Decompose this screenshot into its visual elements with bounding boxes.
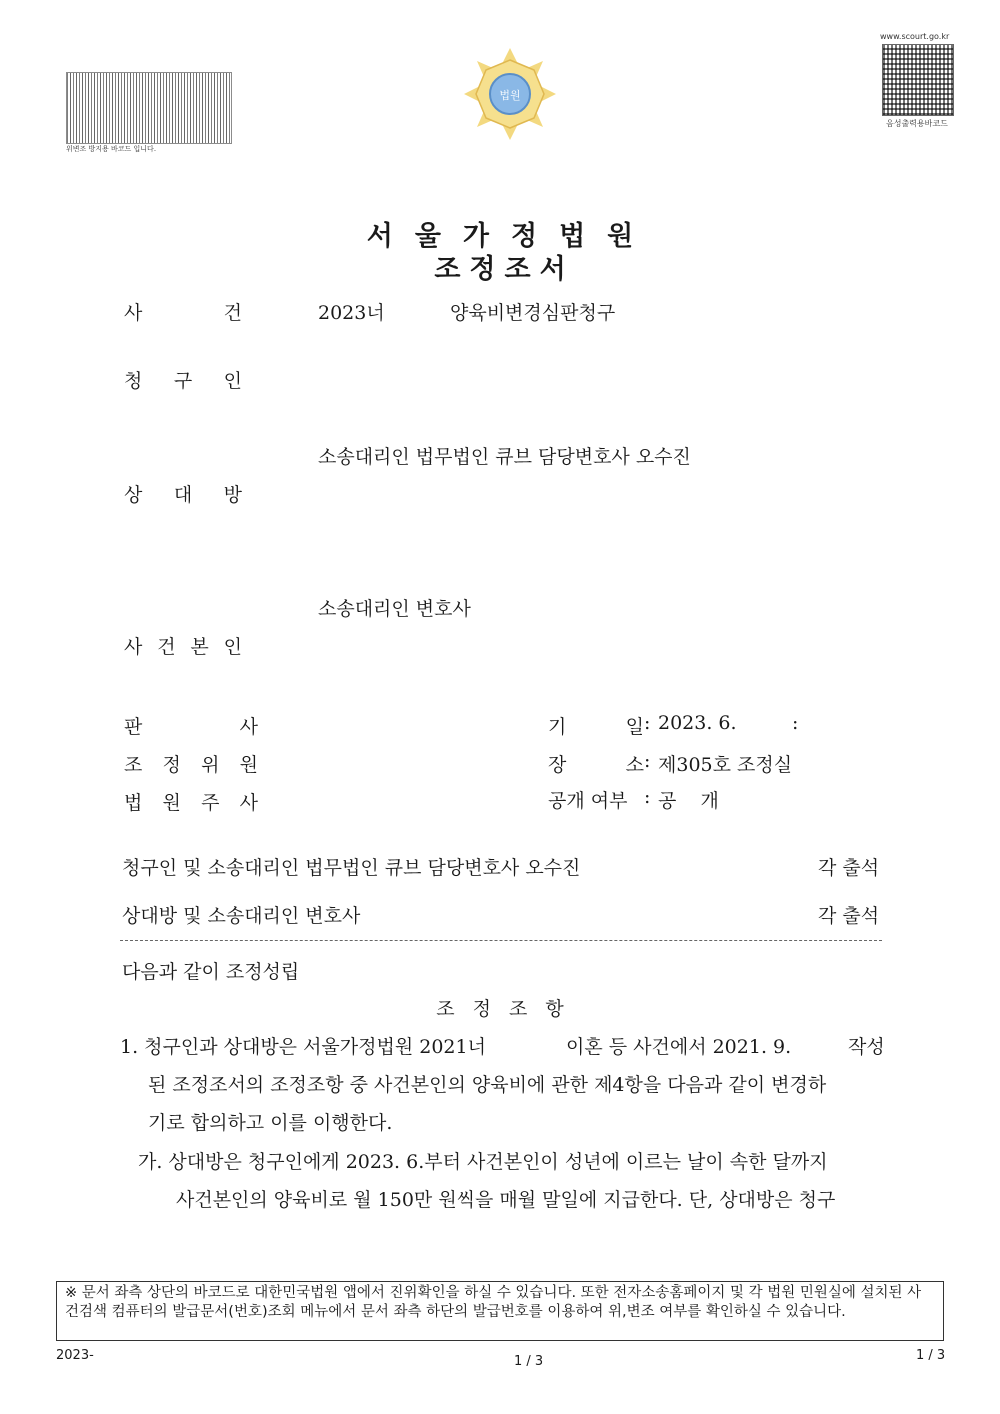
public-label: 공개 여부 [548, 790, 628, 812]
terms-heading: 조정조항 [436, 998, 582, 1020]
qr-url: www.scourt.go.kr [880, 32, 950, 41]
case-number: 2023너 [318, 302, 385, 324]
issue-number: 2023- [56, 1348, 94, 1363]
item1-line1b: 이혼 등 사건에서 2021. 9. [566, 1036, 792, 1058]
intro-text: 다음과 같이 조정성립 [122, 961, 300, 983]
principal-label: 사 건 본 인 [124, 636, 242, 658]
judge-label: 판 사 [124, 716, 258, 738]
document-title: 조정조서 [434, 254, 575, 285]
attendance-respondent-status: 각 출석 [818, 905, 880, 927]
page-number-center: 1 / 3 [514, 1354, 544, 1369]
page-number-right: 1 / 3 [916, 1348, 946, 1363]
date-label: 기 일 [548, 716, 644, 738]
seal-text: 법원 [499, 89, 521, 102]
item1-line3: 기로 합의하고 이를 이행한다. [148, 1112, 393, 1134]
place-colon: : [644, 750, 651, 772]
item1-line2: 된 조정조서의 조정조항 중 사건본인의 양육비에 관한 제4항을 다음과 같이 변경하 [148, 1074, 827, 1096]
date-value: 2023. 6. [658, 712, 737, 734]
place-label: 장 소 [548, 754, 644, 776]
place-value: 제305호 조정실 [658, 754, 793, 776]
clerk-label: 법 원 주 사 [124, 792, 258, 814]
case-label: 사 건 [124, 302, 242, 324]
attendance-respondent: 상대방 및 소송대리인 변호사 [122, 905, 361, 927]
claimant-agent: 소송대리인 법무법인 큐브 담당변호사 오수진 [318, 446, 691, 468]
separator-line [120, 940, 882, 941]
time-colon: : [792, 712, 799, 734]
mediator-label: 조 정 위 원 [124, 754, 258, 776]
claimant-label: 청 구 인 [124, 370, 242, 392]
authenticity-barcode [66, 72, 232, 144]
attendance-claimant: 청구인 및 소송대리인 법무법인 큐브 담당변호사 오수진 [122, 857, 581, 879]
item-ga-line2: 사건본인의 양육비로 월 150만 원씩을 매월 말일에 지급한다. 단, 상대방은 청구 [176, 1189, 836, 1211]
public-colon: : [644, 786, 651, 808]
respondent-agent: 소송대리인 변호사 [318, 598, 471, 620]
item1-line1c: 작성 [848, 1036, 885, 1058]
barcode-caption: 위변조 방지용 바코드 입니다. [66, 145, 157, 153]
date-colon: : [644, 712, 651, 734]
case-name: 양육비변경심판청구 [450, 302, 616, 324]
voice-output-qr-code [882, 44, 954, 116]
attendance-claimant-status: 각 출석 [818, 857, 880, 879]
public-value: 공 개 [658, 790, 719, 812]
verification-notice: ※ 문서 좌측 상단의 바코드로 대한민국법원 앱에서 진위확인을 하실 수 있습니다. 또한 전자소송홈페이지 및 각 법원 민원실에 설치된 사건검색 컴퓨터의 발급문서(번호)조회 메뉴에서 문서 좌측 하단의 발급번호를 이용하여 위,변조 여부를 확인하실 수 있습니다. [56, 1281, 944, 1341]
item1-line1a: 1. 청구인과 상대방은 서울가정법원 2021너 [120, 1036, 486, 1058]
court-seal-icon [462, 46, 558, 142]
court-name: 서울가정법원 [366, 221, 656, 252]
qr-caption: 음성출력용바코드 [886, 119, 948, 128]
respondent-label: 상 대 방 [124, 484, 242, 506]
item-ga-line1: 가. 상대방은 청구인에게 2023. 6.부터 사건본인이 성년에 이르는 날이 속한 달까지 [138, 1151, 828, 1173]
